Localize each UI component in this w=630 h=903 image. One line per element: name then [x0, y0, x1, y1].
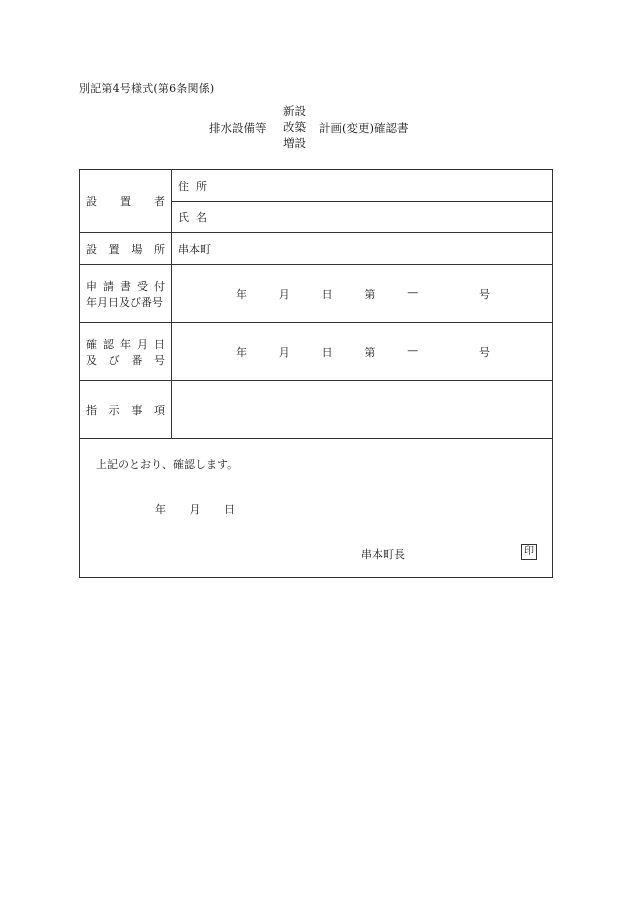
issue-date: 年 月 日: [155, 503, 235, 516]
form-id: 別記第4号様式(第6条関係): [79, 82, 215, 95]
title-option-rebuild: 改築: [283, 120, 306, 134]
title-options: [283, 103, 323, 151]
installer-label: 設 置 者: [80, 170, 172, 233]
form-table: [79, 169, 553, 578]
address-label: 住 所: [178, 179, 207, 193]
confirmation-statement: 上記のとおり、確認します。: [96, 458, 239, 471]
application-date-field[interactable]: 年 月 日 第 — 号: [172, 265, 553, 323]
title-option-new: 新設: [283, 104, 306, 118]
location-field[interactable]: 串本町: [172, 233, 553, 265]
confirmation-statement-box: [80, 439, 553, 578]
mayor-title: 串本町長: [361, 548, 405, 561]
instructions-label: 指 示 事 項: [80, 381, 172, 439]
instructions-field[interactable]: [172, 381, 553, 439]
confirmation-label: 確 認 年 月 日 及 び 番 号: [80, 323, 172, 381]
document-title: [205, 103, 445, 151]
seal-mark: 印: [521, 544, 537, 560]
name-label: 氏 名: [178, 211, 207, 224]
confirmation-date-field[interactable]: 年 月 日 第 — 号: [172, 323, 553, 381]
installer-name-field[interactable]: [172, 202, 553, 233]
title-option-extend: 増設: [283, 136, 306, 150]
location-label: 設 置 場 所: [80, 233, 172, 265]
application-label: 申 請 書 受 付 年月日及び番号: [80, 265, 172, 323]
installer-address-field[interactable]: [172, 170, 553, 202]
title-right: 計画(変更)確認書: [319, 121, 409, 135]
title-left: 排水設備等: [209, 121, 267, 135]
